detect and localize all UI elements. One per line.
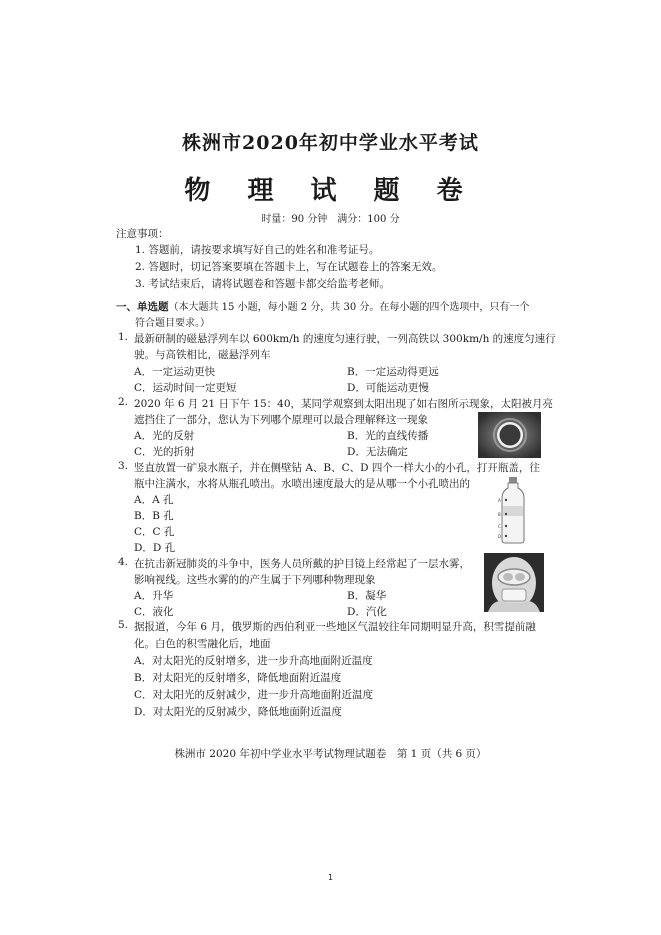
section-desc: （本大题共 15 小题，每小题 2 分，共 30 分。在每小题的四个选项中，只有一个 — [168, 302, 530, 313]
option: D．对太阳光的反射减少，降低地面附近温度 — [134, 706, 342, 718]
bottle-label: B — [498, 512, 501, 517]
option: D．可能运动更慢 — [347, 382, 429, 394]
page-number: 1 — [327, 873, 334, 882]
question-text: 据报道，今年 6 月，俄罗斯的西伯利亚一些地区气温较往年同期明显升高，积雪提前融 — [134, 621, 536, 633]
page-footer: 株洲市 2020 年初中学业水平考试物理试题卷 第 1 页（共 6 页） — [174, 748, 487, 760]
option: A．一定运动更快 — [134, 366, 216, 378]
question-text: 竖直放置一矿泉水瓶子，并在侧壁钻 A、B、C、D 四个一样大小的小孔，打开瓶盖，往 — [134, 462, 540, 474]
question-text: 驶。与高铁相比，磁悬浮列车 — [134, 349, 271, 361]
bottle-label: A — [498, 498, 501, 503]
option: C．C 孔 — [134, 526, 175, 538]
question-text: 遮挡住了一部分，您认为下列哪个原理可以最合理解释这一现象 — [134, 414, 428, 426]
option: D．汽化 — [347, 606, 387, 618]
section-heading — [116, 298, 529, 314]
option: A．对太阳光的反射增多，进一步升高地面附近温度 — [134, 655, 373, 667]
question-text: 瓶中注满水，水将从瓶孔喷出。水喷出速度最大的是从哪一个小孔喷出的 — [134, 478, 470, 490]
page-subtitle: 物 理 试 题 卷 — [184, 176, 477, 206]
question-text: 2020 年 6 月 21 日下午 15：40，某同学观察到太阳出现了如右图所示现象，太阳被月亮 — [134, 398, 554, 410]
option: B．对太阳光的反射增多，降低地面附近温度 — [134, 672, 342, 684]
notes-heading: 注意事项： — [116, 228, 169, 240]
option: C．对太阳光的反射减少，进一步升高地面附近温度 — [134, 689, 374, 701]
question-number: 4. — [118, 556, 129, 568]
option: C．光的折射 — [134, 446, 195, 458]
question-text: 化。白色的积雪融化后，地面 — [134, 638, 271, 650]
eclipse-image — [478, 412, 541, 458]
option: A．A 孔 — [134, 494, 174, 506]
option: B．光的直线传播 — [347, 430, 429, 442]
section-label: 一、单选题 — [116, 301, 169, 313]
question-text: 影响视线。这些水雾的的产生属于下列哪种物理现象 — [134, 574, 376, 586]
note-item: 1. 答题前，请按要求填写好自己的姓名和准考证号。 — [135, 244, 380, 256]
question-number: 1. — [118, 331, 129, 343]
option: C．液化 — [134, 606, 174, 618]
option: D．D 孔 — [134, 542, 176, 554]
water-bottle-image — [496, 476, 530, 544]
note-item: 3. 考试结束后，请将试题卷和答题卡都交给监考老师。 — [135, 278, 390, 290]
question-number: 2. — [118, 396, 129, 408]
option: B．B 孔 — [134, 510, 174, 522]
medical-worker-photo — [484, 553, 544, 612]
bottle-label: C — [498, 524, 501, 529]
option: B．一定运动得更远 — [347, 366, 439, 378]
bottle-label: D — [498, 534, 502, 539]
question-text: 最新研制的磁悬浮列车以 600km/h 的速度匀速行驶，一列高铁以 300km/h 的速度匀速行 — [134, 333, 556, 345]
question-text: 在抗击新冠肺炎的斗争中，医务人员所戴的护目镜上经常起了一层水雾， — [134, 558, 470, 570]
option: A．升华 — [134, 590, 174, 602]
option: B．凝华 — [347, 590, 387, 602]
option: D．无法确定 — [347, 446, 408, 458]
note-item: 2. 答题时，切记答案要填在答题卡上，写在试题卷上的答案无效。 — [135, 261, 443, 273]
option: A．光的反射 — [134, 430, 195, 442]
question-number: 3. — [118, 460, 129, 472]
page-title: 株洲市2020年初中学业水平考试 — [182, 132, 479, 154]
question-number: 5. — [118, 619, 129, 631]
exam-time-info: 时量：90 分钟 满分：100 分 — [261, 214, 400, 225]
section-desc-cont: 符合题目要求。） — [135, 318, 210, 329]
option: C．运动时间一定更短 — [134, 382, 237, 394]
